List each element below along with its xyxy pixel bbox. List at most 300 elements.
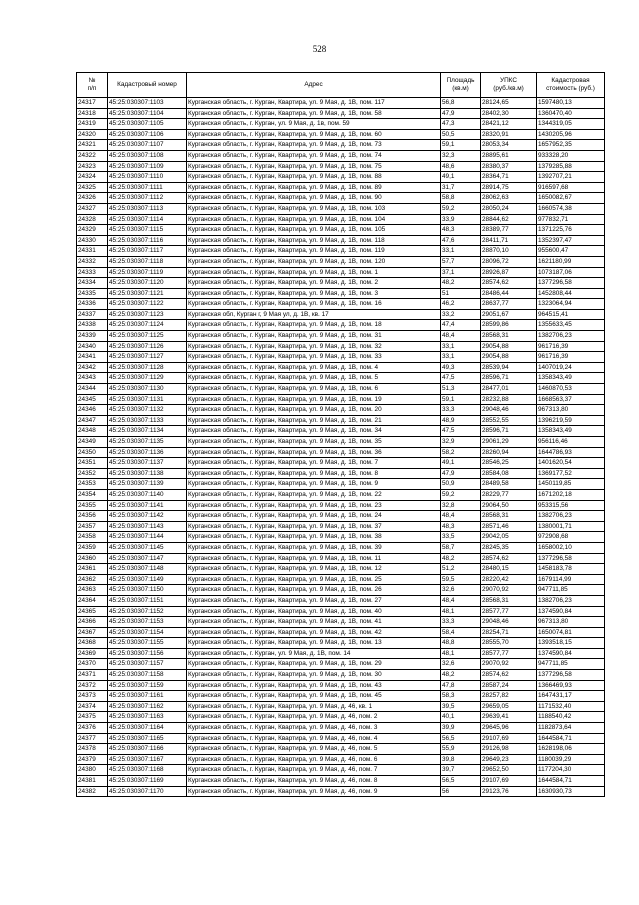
address-cell: Курганская область, г. Курган, Квартира, ул. 9 Мая, д. 1В, пом. 11	[187, 553, 441, 564]
cadastral-number-cell: 45:25:030307:1142	[108, 511, 187, 522]
row-number-cell: 24351	[77, 458, 108, 469]
row-number-cell: 24347	[77, 415, 108, 426]
cadastral-number-cell: 45:25:030307:1159	[108, 680, 187, 691]
cadastral-number-cell: 45:25:030307:1108	[108, 150, 187, 161]
row-number-cell: 24360	[77, 553, 108, 564]
row-number-cell: 24371	[77, 670, 108, 681]
upks-cell: 29061,29	[481, 437, 537, 448]
cadastral-number-cell: 45:25:030307:1128	[108, 362, 187, 373]
address-cell: Курганская область, г. Курган, Квартира, ул. 9 Мая, д. 1В, пом. 6	[187, 384, 441, 395]
table-row	[77, 214, 605, 225]
cadastral-number-cell: 45:25:030307:1167	[108, 754, 187, 765]
address-cell: Курганская область, г. Курган, Квартира, ул. 9 Мая, д. 1В, пом. 38	[187, 532, 441, 543]
cadastral-number-cell: 45:25:030307:1148	[108, 564, 187, 575]
row-number-cell: 24354	[77, 489, 108, 500]
table-row	[77, 489, 605, 500]
upks-cell: 28568,31	[481, 595, 537, 606]
table-header-row	[77, 73, 605, 98]
upks-cell: 28053,34	[481, 140, 537, 151]
row-number-cell: 24318	[77, 108, 108, 119]
cadastral-cost-cell: 1344319,05	[537, 119, 605, 130]
area-cell: 46,2	[441, 299, 481, 310]
row-number-cell: 24341	[77, 352, 108, 363]
area-cell: 59,2	[441, 489, 481, 500]
upks-cell: 29126,98	[481, 744, 537, 755]
area-cell: 32,6	[441, 585, 481, 596]
address-cell: Курганская область, г. Курган, Квартира, ул. 9 Мая, д. 1В, пом. 39	[187, 542, 441, 553]
upks-cell: 29051,67	[481, 309, 537, 320]
cadastral-number-cell: 45:25:030307:1147	[108, 553, 187, 564]
upks-cell: 28389,77	[481, 225, 537, 236]
table-row	[77, 744, 605, 755]
cadastral-cost-cell: 1379285,88	[537, 161, 605, 172]
area-cell: 48,4	[441, 331, 481, 342]
cadastral-cost-cell: 1450119,85	[537, 479, 605, 490]
cadastral-cost-cell: 1382706,23	[537, 595, 605, 606]
cadastral-number-cell: 45:25:030307:1109	[108, 161, 187, 172]
address-cell: Курганская область, г. Курган, Квартира, ул. 9 Мая, д. 1В, пом. 34	[187, 426, 441, 437]
row-number-cell: 24374	[77, 701, 108, 712]
area-cell: 48,4	[441, 511, 481, 522]
address-cell: Курганская область, г. Курган, Квартира, ул. 9 Мая, д. 1В, пом. 25	[187, 574, 441, 585]
upks-cell: 28254,71	[481, 627, 537, 638]
address-cell: Курганская область, г. Курган, Квартира, ул. 9 Мая, д. 1В, пом. 22	[187, 489, 441, 500]
table-row	[77, 765, 605, 776]
cadastral-number-cell: 45:25:030307:1161	[108, 691, 187, 702]
cadastral-cost-cell: 1377296,58	[537, 278, 605, 289]
area-cell: 57,7	[441, 256, 481, 267]
table-row	[77, 585, 605, 596]
cadastral-cost-cell: 1188540,42	[537, 712, 605, 723]
cadastral-cost-cell: 1374590,84	[537, 648, 605, 659]
table-row	[77, 108, 605, 119]
row-number-cell: 24334	[77, 278, 108, 289]
table-row	[77, 373, 605, 384]
cadastral-cost-cell: 1323064,94	[537, 299, 605, 310]
cadastral-number-cell: 45:25:030307:1149	[108, 574, 187, 585]
table-row	[77, 542, 605, 553]
cadastral-number-cell: 45:25:030307:1164	[108, 723, 187, 734]
header-area: Площадь (кв.м)	[441, 73, 481, 98]
area-cell: 48,2	[441, 553, 481, 564]
cadastral-number-cell: 45:25:030307:1138	[108, 468, 187, 479]
cadastral-number-cell: 45:25:030307:1125	[108, 331, 187, 342]
area-cell: 48,4	[441, 595, 481, 606]
table-row	[77, 479, 605, 490]
row-number-cell: 24333	[77, 267, 108, 278]
cadastral-cost-cell: 1358343,49	[537, 373, 605, 384]
cadastral-number-cell: 45:25:030307:1137	[108, 458, 187, 469]
upks-cell: 28480,15	[481, 564, 537, 575]
header-upks: УПКС (руб./кв.м)	[481, 73, 537, 98]
table-row	[77, 426, 605, 437]
address-cell: Курганская область, г. Курган, Квартира, ул. 9 Мая, д. 1В, пом. 2	[187, 278, 441, 289]
upks-cell: 28232,88	[481, 394, 537, 405]
area-cell: 48,9	[441, 415, 481, 426]
table-row	[77, 362, 605, 373]
upks-cell: 28870,10	[481, 246, 537, 257]
cadastral-number-cell: 45:25:030307:1151	[108, 595, 187, 606]
row-number-cell: 24326	[77, 193, 108, 204]
area-cell: 47,9	[441, 108, 481, 119]
cadastral-number-cell: 45:25:030307:1114	[108, 214, 187, 225]
area-cell: 48,1	[441, 606, 481, 617]
cadastral-cost-cell: 1180039,29	[537, 754, 605, 765]
cadastral-cost-cell: 1382706,23	[537, 511, 605, 522]
table-row	[77, 278, 605, 289]
row-number-cell: 24366	[77, 617, 108, 628]
cadastral-cost-cell: 947711,85	[537, 659, 605, 670]
upks-cell: 28926,87	[481, 267, 537, 278]
cadastral-number-cell: 45:25:030307:1150	[108, 585, 187, 596]
cadastral-cost-cell: 1371225,76	[537, 225, 605, 236]
area-cell: 33,3	[441, 405, 481, 416]
cadastral-cost-cell: 1401620,54	[537, 458, 605, 469]
address-cell: Курганская область, г. Курган, Квартира, ул. 9 Мая, д. 1В, пом. 31	[187, 331, 441, 342]
address-cell: Курганская область, г. Курган, Квартира, ул. 9 Мая, д. 1В, пом. 42	[187, 627, 441, 638]
address-cell: Курганская область, г. Курган, Квартира, ул. 9 Мая, д. 1В, пом. 74	[187, 150, 441, 161]
table-row	[77, 447, 605, 458]
address-cell: Курганская область, г. Курган, Квартира, ул. 9 Мая, д. 1В, пом. 35	[187, 437, 441, 448]
table-row	[77, 574, 605, 585]
row-number-cell: 24327	[77, 203, 108, 214]
cadastral-valuation-table	[76, 72, 605, 797]
cadastral-cost-cell: 1382706,23	[537, 331, 605, 342]
row-number-cell: 24319	[77, 119, 108, 130]
address-cell: Курганская область, г. Курган, Квартира, ул. 9 Мая, д. 1В, пом. 9	[187, 479, 441, 490]
area-cell: 48,6	[441, 161, 481, 172]
row-number-cell: 24342	[77, 362, 108, 373]
address-cell: Курганская область, г. Курган, Квартира, ул. 9 Мая, д. 1В, пом. 8	[187, 468, 441, 479]
upks-cell: 28552,55	[481, 415, 537, 426]
cadastral-cost-cell: 1393518,15	[537, 638, 605, 649]
row-number-cell: 24329	[77, 225, 108, 236]
address-cell: Курганская область, г. Курган, Квартира, ул. 9 Мая, д. 1В, пом. 60	[187, 129, 441, 140]
address-cell: Курганская область, г. Курган, Квартира, ул. 9 Мая, д. 1В, пом. 90	[187, 193, 441, 204]
area-cell: 33,3	[441, 617, 481, 628]
area-cell: 56,5	[441, 733, 481, 744]
upks-cell: 28571,46	[481, 521, 537, 532]
address-cell: Курганская область, г. Курган, Квартира, ул. 9 Мая, д. 1В, пом. 26	[187, 585, 441, 596]
upks-cell: 28574,62	[481, 553, 537, 564]
upks-cell: 28486,44	[481, 288, 537, 299]
header-address: Адрес	[187, 73, 441, 98]
cadastral-number-cell: 45:25:030307:1131	[108, 394, 187, 405]
area-cell: 32,8	[441, 500, 481, 511]
row-number-cell: 24330	[77, 235, 108, 246]
cadastral-cost-cell: 1352397,47	[537, 235, 605, 246]
cadastral-number-cell: 45:25:030307:1122	[108, 299, 187, 310]
cadastral-number-cell: 45:25:030307:1158	[108, 670, 187, 681]
row-number-cell: 24350	[77, 447, 108, 458]
cadastral-number-cell: 45:25:030307:1155	[108, 638, 187, 649]
cadastral-cost-cell: 1650082,67	[537, 193, 605, 204]
cadastral-cost-cell: 961716,39	[537, 352, 605, 363]
row-number-cell: 24378	[77, 744, 108, 755]
cadastral-number-cell: 45:25:030307:1152	[108, 606, 187, 617]
table-row	[77, 617, 605, 628]
cadastral-number-cell: 45:25:030307:1106	[108, 129, 187, 140]
cadastral-number-cell: 45:25:030307:1145	[108, 542, 187, 553]
cadastral-number-cell: 45:25:030307:1127	[108, 352, 187, 363]
cadastral-cost-cell: 1358343,49	[537, 426, 605, 437]
row-number-cell: 24356	[77, 511, 108, 522]
cadastral-cost-cell: 933328,20	[537, 150, 605, 161]
cadastral-cost-cell: 967313,80	[537, 617, 605, 628]
upks-cell: 28402,30	[481, 108, 537, 119]
table-row	[77, 680, 605, 691]
table-row	[77, 140, 605, 151]
address-cell: Курганская область, г. Курган, Квартира, ул. 9 Мая, д. 46, пом. 3	[187, 723, 441, 734]
cadastral-number-cell: 45:25:030307:1157	[108, 659, 187, 670]
row-number-cell: 24370	[77, 659, 108, 670]
upks-cell: 28539,94	[481, 362, 537, 373]
address-cell: Курганская область, г. Курган, Квартира, ул. 9 Мая, д. 1В, пом. 19	[187, 394, 441, 405]
cadastral-cost-cell: 1374590,84	[537, 606, 605, 617]
cadastral-number-cell: 45:25:030307:1111	[108, 182, 187, 193]
area-cell: 51,3	[441, 384, 481, 395]
table-row	[77, 182, 605, 193]
cadastral-cost-cell: 1628198,06	[537, 744, 605, 755]
address-cell: Курганская область, г. Курган, Квартира, ул. 9 Мая, д. 46, пом. 2	[187, 712, 441, 723]
address-cell: Курганская область, г. Курган, Квартира, ул. 9 Мая, д. 46, кв. 1	[187, 701, 441, 712]
table-row	[77, 712, 605, 723]
area-cell: 48,1	[441, 648, 481, 659]
area-cell: 33,1	[441, 246, 481, 257]
upks-cell: 28596,71	[481, 373, 537, 384]
table-row	[77, 754, 605, 765]
row-number-cell: 24376	[77, 723, 108, 734]
cadastral-number-cell: 45:25:030307:1129	[108, 373, 187, 384]
cadastral-cost-cell: 1460870,53	[537, 384, 605, 395]
cadastral-cost-cell: 1171532,40	[537, 701, 605, 712]
row-number-cell: 24363	[77, 585, 108, 596]
cadastral-cost-cell: 1380001,71	[537, 521, 605, 532]
cadastral-cost-cell: 1657952,35	[537, 140, 605, 151]
address-cell: Курганская область, г. Курган, Квартира, ул. 9 Мая, д. 1В, пом. 1	[187, 267, 441, 278]
table-row	[77, 288, 605, 299]
cadastral-number-cell: 45:25:030307:1118	[108, 256, 187, 267]
area-cell: 39,5	[441, 701, 481, 712]
address-cell: Курганская область, г. Курган, Квартира, ул. 9 Мая, д. 1В, пом. 104	[187, 214, 441, 225]
cadastral-cost-cell: 1377296,58	[537, 553, 605, 564]
cadastral-cost-cell: 916597,68	[537, 182, 605, 193]
table-row	[77, 415, 605, 426]
table-row	[77, 648, 605, 659]
cadastral-cost-cell: 1658002,10	[537, 542, 605, 553]
area-cell: 56,8	[441, 98, 481, 109]
table-row	[77, 129, 605, 140]
upks-cell: 28320,91	[481, 129, 537, 140]
address-cell: Курганская область, г. Курган, Квартира, ул. 9 Мая, д. 1В, пом. 24	[187, 511, 441, 522]
table-row	[77, 193, 605, 204]
cadastral-cost-cell: 1396219,59	[537, 415, 605, 426]
table-row	[77, 670, 605, 681]
address-cell: Курганская область, г. Курган, Квартира, ул. 9 Мая, д. 1В, пом. 36	[187, 447, 441, 458]
table-row	[77, 553, 605, 564]
upks-cell: 28577,77	[481, 648, 537, 659]
address-cell: Курганская область, г. Курган, Квартира, ул. 9 Мая, д. 46, пом. 8	[187, 776, 441, 787]
cadastral-cost-cell: 1392707,21	[537, 172, 605, 183]
area-cell: 39,9	[441, 723, 481, 734]
row-number-cell: 24357	[77, 521, 108, 532]
row-number-cell: 24340	[77, 341, 108, 352]
cadastral-number-cell: 45:25:030307:1130	[108, 384, 187, 395]
area-cell: 39,8	[441, 754, 481, 765]
address-cell: Курганская область, г. Курган, Квартира, ул. 9 Мая, д. 1В, пом. 7	[187, 458, 441, 469]
cadastral-number-cell: 45:25:030307:1141	[108, 500, 187, 511]
cadastral-number-cell: 45:25:030307:1117	[108, 246, 187, 257]
address-cell: Курганская область, г. Курган, ул. 9 Мая, д. 1В, пом. 14	[187, 648, 441, 659]
upks-cell: 28364,71	[481, 172, 537, 183]
row-number-cell: 24328	[77, 214, 108, 225]
table-row	[77, 309, 605, 320]
area-cell: 58,2	[441, 447, 481, 458]
header-cadastral-cost: Кадастровая стоимость (руб.)	[537, 73, 605, 98]
cadastral-number-cell: 45:25:030307:1154	[108, 627, 187, 638]
cadastral-cost-cell: 956116,46	[537, 437, 605, 448]
cadastral-cost-cell: 1355633,45	[537, 320, 605, 331]
cadastral-cost-cell: 1644786,93	[537, 447, 605, 458]
upks-cell: 28587,24	[481, 680, 537, 691]
row-number-cell: 24323	[77, 161, 108, 172]
cadastral-cost-cell: 1597480,13	[537, 98, 605, 109]
table-row	[77, 500, 605, 511]
cadastral-cost-cell: 1644584,71	[537, 776, 605, 787]
cadastral-number-cell: 45:25:030307:1136	[108, 447, 187, 458]
address-cell: Курганская область, г. Курган, Квартира, ул. 9 Мая, д. 1В, пом. 21	[187, 415, 441, 426]
address-cell: Курганская область, г. Курган, Квартира, ул. 9 Мая, д. 1В, пом. 41	[187, 617, 441, 628]
address-cell: Курганская область, г. Курган, Квартира, ул. 9 Мая, д. 1В, пом. 120	[187, 256, 441, 267]
table-row	[77, 256, 605, 267]
upks-cell: 28584,08	[481, 468, 537, 479]
row-number-cell: 24355	[77, 500, 108, 511]
cadastral-number-cell: 45:25:030307:1107	[108, 140, 187, 151]
row-number-cell: 24345	[77, 394, 108, 405]
cadastral-cost-cell: 1430205,96	[537, 129, 605, 140]
area-cell: 47,6	[441, 235, 481, 246]
address-cell: Курганская область, г. Курган, Квартира, ул. 9 Мая, д. 1В, пом. 117	[187, 98, 441, 109]
upks-cell: 29042,05	[481, 532, 537, 543]
row-number-cell: 24348	[77, 426, 108, 437]
table-row	[77, 701, 605, 712]
cadastral-number-cell: 45:25:030307:1139	[108, 479, 187, 490]
row-number-cell: 24336	[77, 299, 108, 310]
address-cell: Курганская область, г. Курган, Квартира, ул. 9 Мая, д. 46, пом. 7	[187, 765, 441, 776]
table-row	[77, 235, 605, 246]
cadastral-number-cell: 45:25:030307:1110	[108, 172, 187, 183]
table-row	[77, 299, 605, 310]
area-cell: 37,1	[441, 267, 481, 278]
area-cell: 47,9	[441, 468, 481, 479]
upks-cell: 29639,41	[481, 712, 537, 723]
address-cell: Курганская область, г. Курган, Квартира, ул. 9 Мая, д. 1В, пом. 37	[187, 521, 441, 532]
area-cell: 55,9	[441, 744, 481, 755]
cadastral-number-cell: 45:25:030307:1120	[108, 278, 187, 289]
cadastral-number-cell: 45:25:030307:1163	[108, 712, 187, 723]
cadastral-cost-cell: 1369177,52	[537, 468, 605, 479]
area-cell: 51	[441, 288, 481, 299]
row-number-cell: 24317	[77, 98, 108, 109]
row-number-cell: 24353	[77, 479, 108, 490]
cadastral-number-cell: 45:25:030307:1168	[108, 765, 187, 776]
table-row	[77, 733, 605, 744]
upks-cell: 29652,50	[481, 765, 537, 776]
row-number-cell: 24367	[77, 627, 108, 638]
row-number-cell: 24343	[77, 373, 108, 384]
upks-cell: 28380,37	[481, 161, 537, 172]
row-number-cell: 24365	[77, 606, 108, 617]
row-number-cell: 24344	[77, 384, 108, 395]
address-cell: Курганская область, г. Курган, Квартира, ул. 9 Мая, д. 1В, пом. 18	[187, 320, 441, 331]
table-row	[77, 564, 605, 575]
area-cell: 59,1	[441, 394, 481, 405]
table-row	[77, 776, 605, 787]
cadastral-number-cell: 45:25:030307:1121	[108, 288, 187, 299]
address-cell: Курганская область, г. Курган, Квартира, ул. 9 Мая, д. 1В, пом. 40	[187, 606, 441, 617]
upks-cell: 29123,76	[481, 786, 537, 797]
cadastral-number-cell: 45:25:030307:1112	[108, 193, 187, 204]
cadastral-cost-cell: 1452808,44	[537, 288, 605, 299]
area-cell: 58,8	[441, 193, 481, 204]
address-cell: Курганская область, г. Курган, Квартира, ул. 9 Мая, д. 1В, пом. 32	[187, 341, 441, 352]
area-cell: 32,3	[441, 150, 481, 161]
cadastral-cost-cell: 1668563,37	[537, 394, 605, 405]
row-number-cell: 24337	[77, 309, 108, 320]
row-number-cell: 24373	[77, 691, 108, 702]
row-number-cell: 24321	[77, 140, 108, 151]
cadastral-number-cell: 45:25:030307:1165	[108, 733, 187, 744]
row-number-cell: 24368	[77, 638, 108, 649]
upks-cell: 28596,71	[481, 426, 537, 437]
row-number-cell: 24331	[77, 246, 108, 257]
upks-cell: 28895,61	[481, 150, 537, 161]
address-cell: Курганская область, г. Курган, Квартира, ул. 9 Мая, д. 46, пом. 5	[187, 744, 441, 755]
table-row	[77, 172, 605, 183]
row-number-cell: 24332	[77, 256, 108, 267]
upks-cell: 28568,31	[481, 331, 537, 342]
address-cell: Курганская область, г. Курган, ул. 9 Мая, д. 1в, пом. 59	[187, 119, 441, 130]
upks-cell: 28844,62	[481, 214, 537, 225]
row-number-cell: 24380	[77, 765, 108, 776]
area-cell: 48,2	[441, 278, 481, 289]
row-number-cell: 24382	[77, 786, 108, 797]
cadastral-cost-cell: 1679114,99	[537, 574, 605, 585]
address-cell: Курганская область, г. Курган, Квартира, ул. 9 Мая, д. 46, пом. 4	[187, 733, 441, 744]
area-cell: 59,5	[441, 574, 481, 585]
table-row	[77, 225, 605, 236]
cadastral-number-cell: 45:25:030307:1119	[108, 267, 187, 278]
address-cell: Курганская область, г. Курган, Квартира, ул. 9 Мая, д. 1В, пом. 105	[187, 225, 441, 236]
table-row	[77, 521, 605, 532]
area-cell: 49,3	[441, 362, 481, 373]
cadastral-cost-cell: 961716,39	[537, 341, 605, 352]
area-cell: 59,2	[441, 203, 481, 214]
upks-cell: 29070,92	[481, 585, 537, 596]
cadastral-cost-cell: 1360470,40	[537, 108, 605, 119]
cadastral-number-cell: 45:25:030307:1115	[108, 225, 187, 236]
area-cell: 47,5	[441, 426, 481, 437]
upks-cell: 29054,88	[481, 352, 537, 363]
cadastral-number-cell: 45:25:030307:1116	[108, 235, 187, 246]
upks-cell: 29070,92	[481, 659, 537, 670]
cadastral-cost-cell: 1182873,64	[537, 723, 605, 734]
row-number-cell: 24361	[77, 564, 108, 575]
table-row	[77, 595, 605, 606]
area-cell: 48,3	[441, 225, 481, 236]
cadastral-number-cell: 45:25:030307:1144	[108, 532, 187, 543]
row-number-cell: 24362	[77, 574, 108, 585]
